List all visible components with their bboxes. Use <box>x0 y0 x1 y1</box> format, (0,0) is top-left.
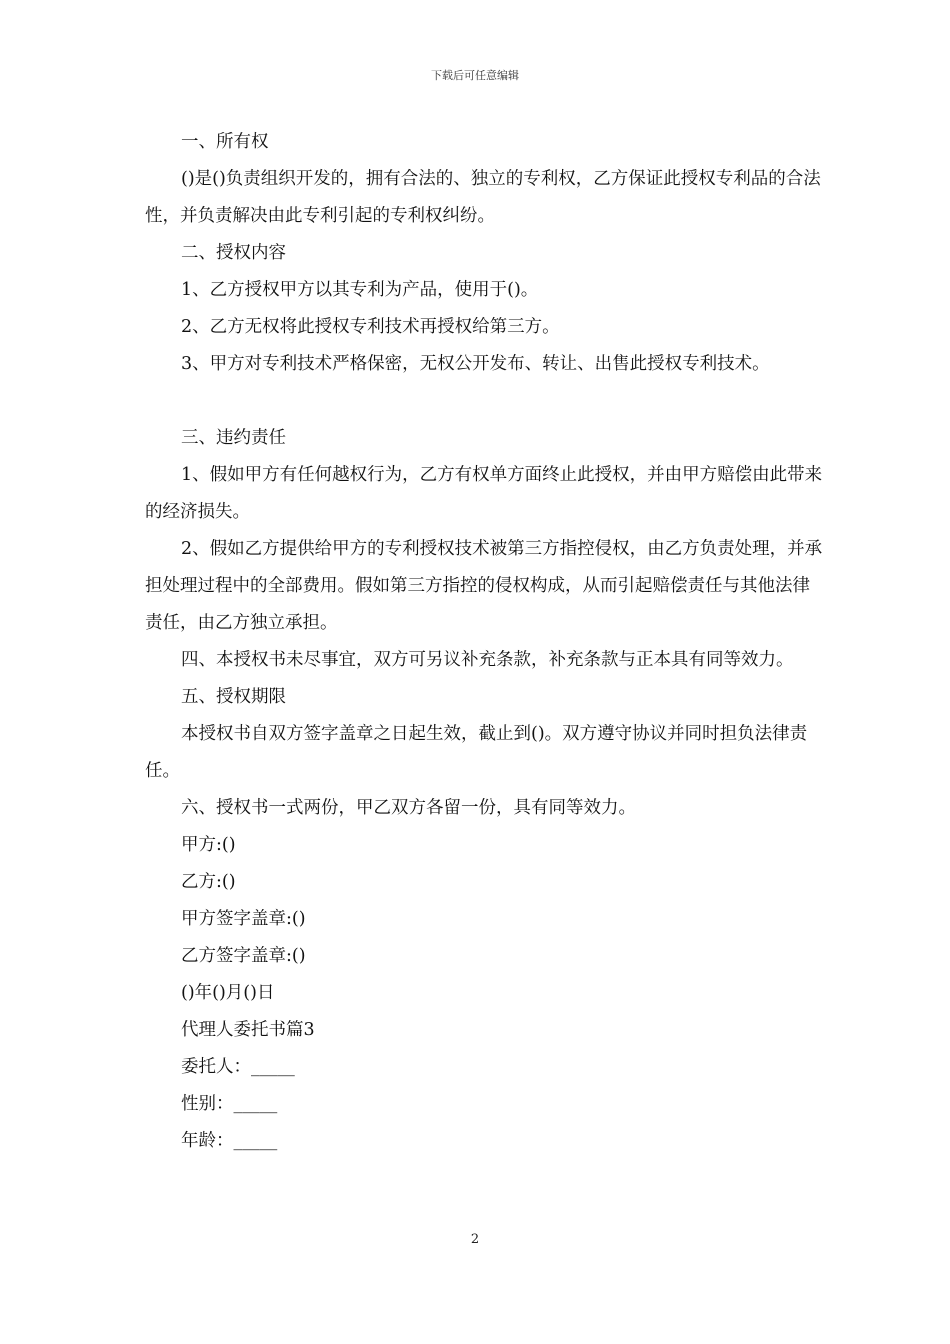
clause-item: 3、甲方对专利技术严格保密，无权公开发布、转让、出售此授权专利技术。 <box>181 354 770 374</box>
section-title-ownership: 一、所有权 <box>181 132 269 152</box>
seal-line-party-b: 乙方签字盖章:() <box>181 946 306 966</box>
page-header: 下载后可任意编辑 <box>431 69 519 82</box>
paragraph-term: 本授权书自双方签字盖章之日起生效，截止到()。双方遵守协议并同时担负法律责任。 <box>145 724 808 781</box>
clause-item: 1、乙方授权甲方以其专利为产品，使用于()。 <box>181 280 539 300</box>
field-age: 年龄：_____ <box>181 1131 278 1151</box>
signature-line-party-a: 甲方:() <box>181 835 236 855</box>
document-body <box>145 124 825 1160</box>
section-title-term: 五、授权期限 <box>181 687 286 707</box>
clause-item: 1、假如甲方有任何越权行为，乙方有权单方面终止此授权，并由甲方赔偿由此带来的经济损失。 <box>145 465 823 522</box>
signature-line-party-b: 乙方:() <box>181 872 236 892</box>
paragraph-copies: 六、授权书一式两份，甲乙双方各留一份，具有同等效力。 <box>181 798 636 818</box>
clause-item: 2、假如乙方提供给甲方的专利授权技术被第三方指控侵权，由乙方负责处理，并承担处理过程中的全部费用。假如第三方指控的侵权构成，从而引起赔偿责任与其他法律责任，由乙方独立承担。 <box>145 539 823 633</box>
section-title-breach: 三、违约责任 <box>181 428 286 448</box>
seal-line-party-a: 甲方签字盖章:() <box>181 909 306 929</box>
paragraph-ownership: ()是()负责组织开发的，拥有合法的、独立的专利权，乙方保证此授权专利品的合法性，并负责解决由此专利引起的专利权纠纷。 <box>145 169 821 226</box>
section-heading-power-of-attorney: 代理人委托书篇3 <box>181 1020 315 1040</box>
field-gender: 性别：_____ <box>181 1094 278 1114</box>
paragraph-supplementary: 四、本授权书未尽事宜，双方可另议补充条款，补充条款与正本具有同等效力。 <box>181 650 794 670</box>
clause-item: 2、乙方无权将此授权专利技术再授权给第三方。 <box>181 317 560 337</box>
field-principal: 委托人：_____ <box>181 1057 295 1077</box>
section-title-authorization-content: 二、授权内容 <box>181 243 286 263</box>
page-number: 2 <box>470 1232 480 1247</box>
date-line: ()年()月()日 <box>181 983 275 1003</box>
